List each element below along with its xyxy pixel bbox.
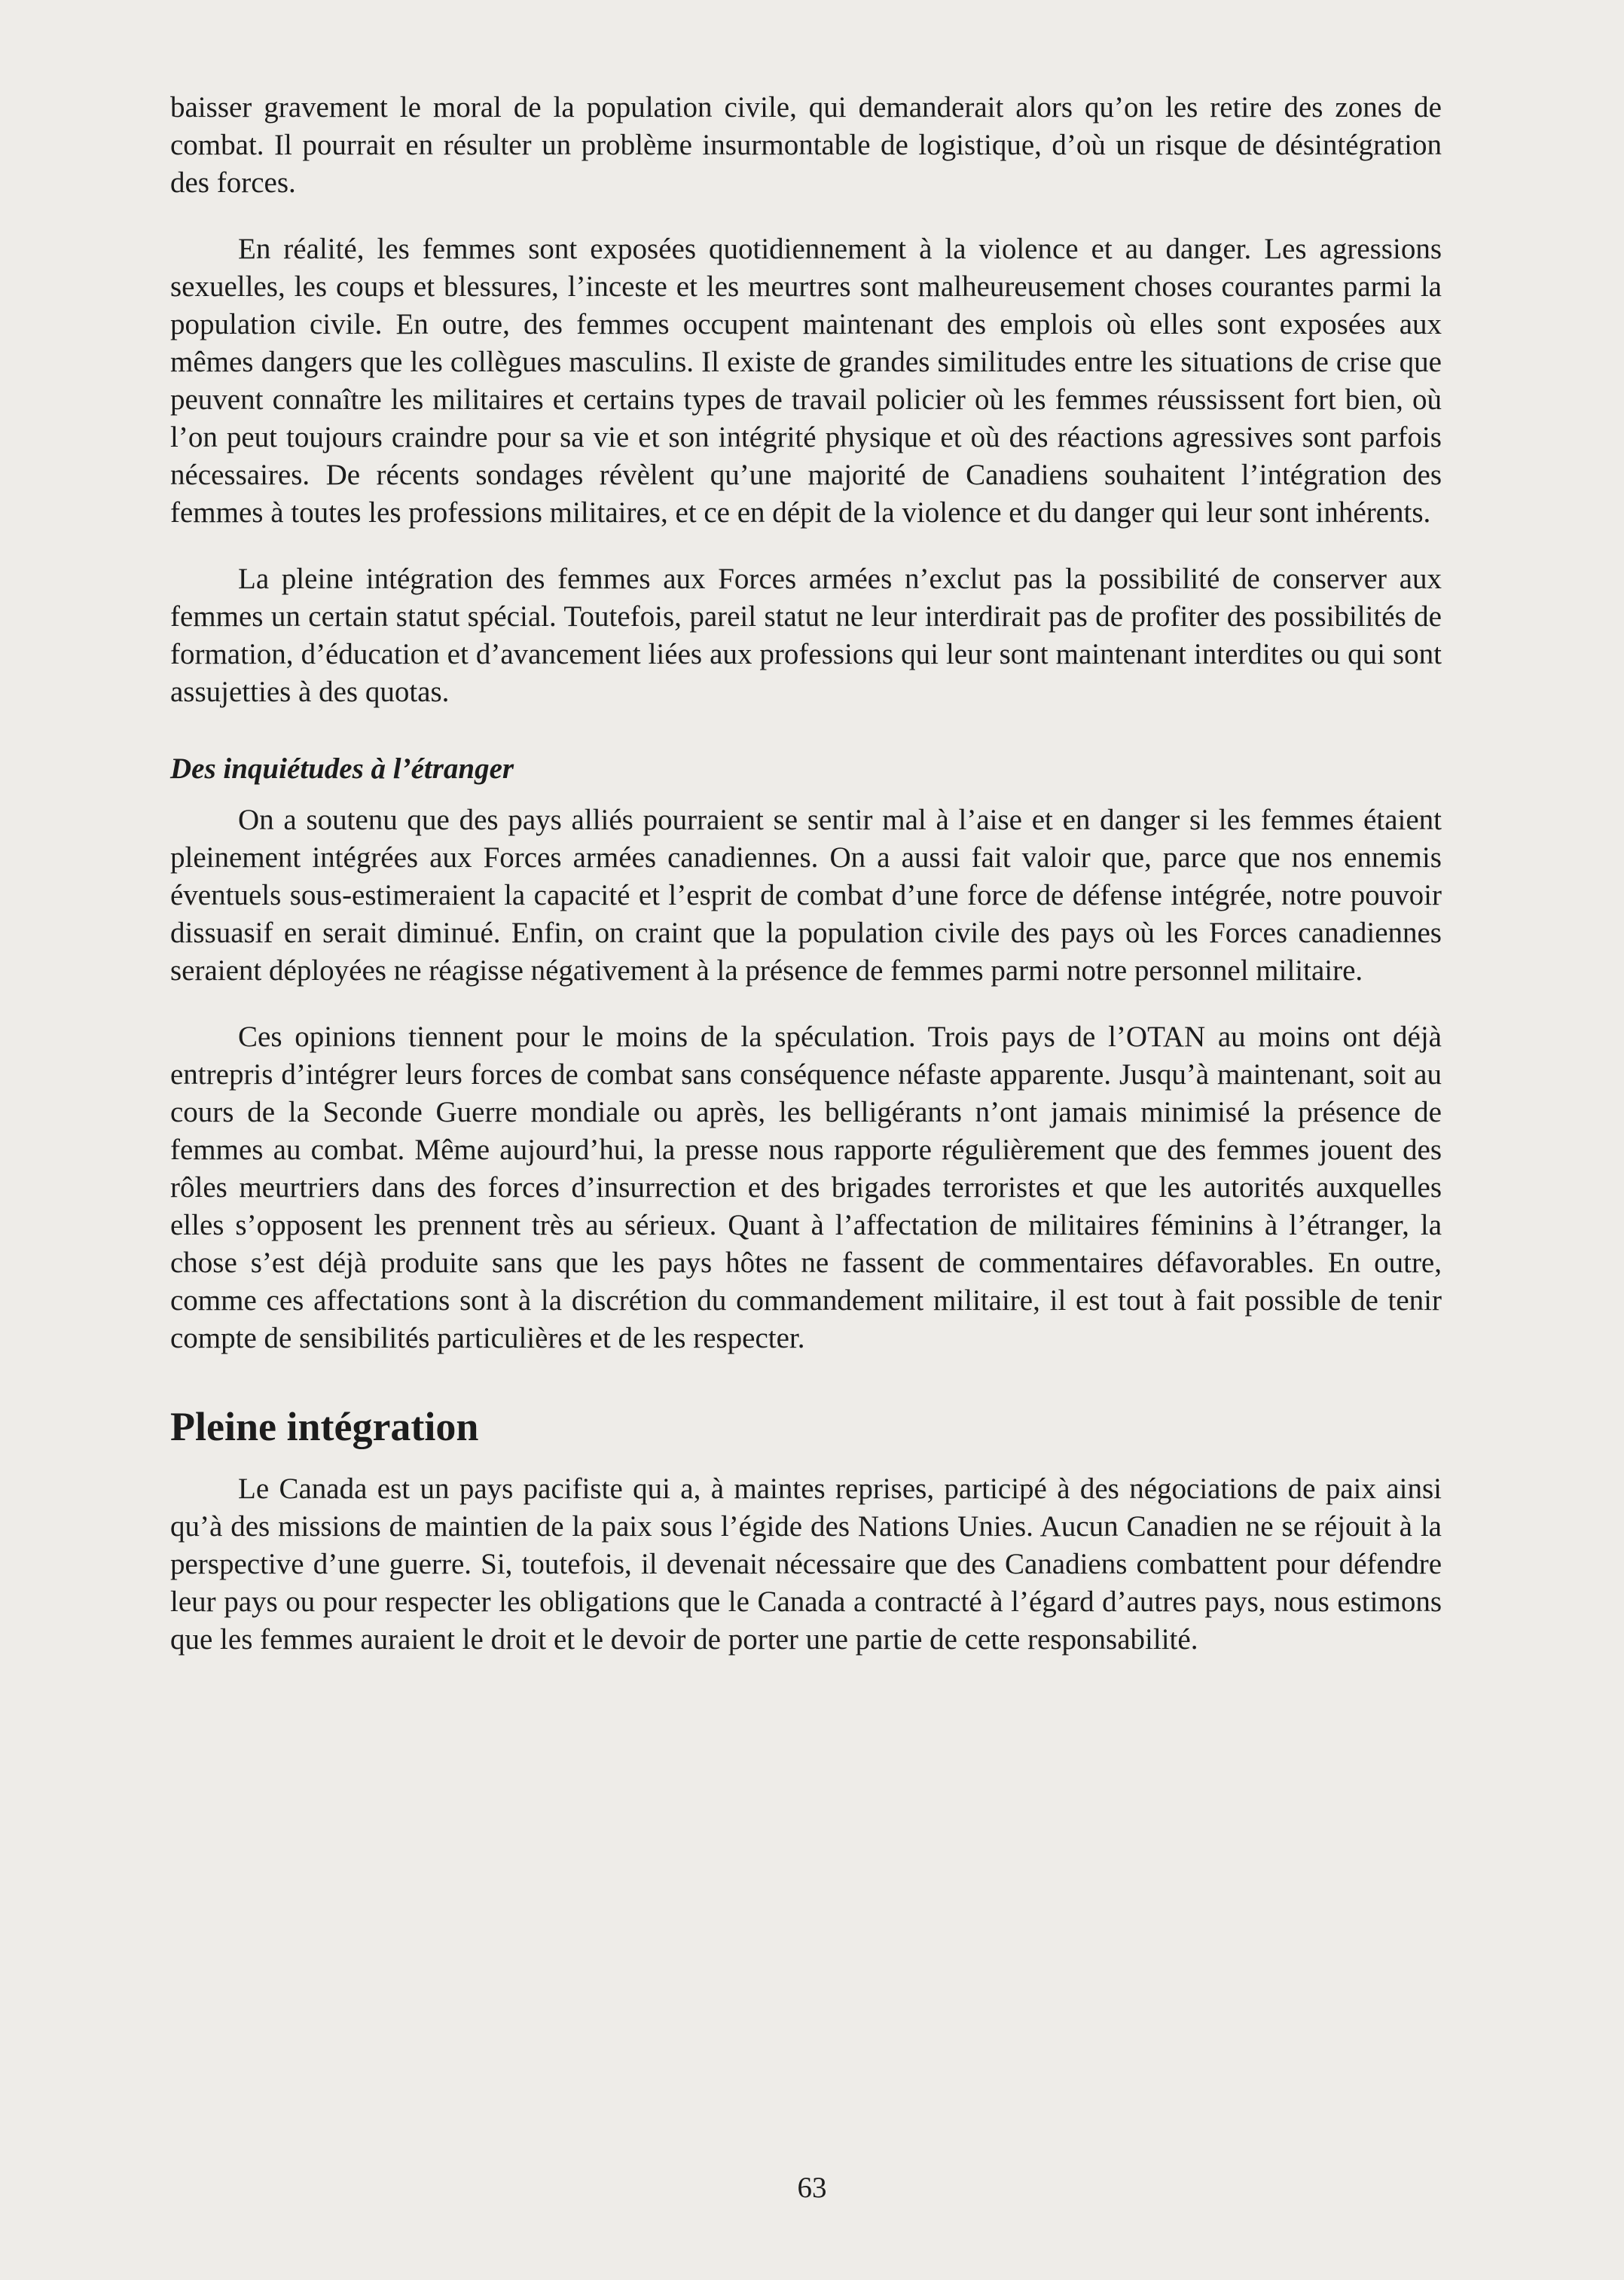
paragraph-special-status: La pleine intégration des femmes aux Forces armées n’exclut pas la possibilité de conserver aux femmes un certain statut spécial. Toutefois, pareil statut ne leur interdirait pas de profiter des possibilités de formation, d’éducation et d’avancement liées aux professions qui leur sont maintenant interdites ou qui sont assujetties à des quotas. [170, 563, 1442, 708]
paragraph-speculation: Ces opinions tiennent pour le moins de la spéculation. Trois pays de l’OTAN au moins ont déjà entrepris d’intégrer leurs forces de combat sans conséquence néfaste apparente. Jusqu’à maintenant, soit au cours de la Seconde Guerre mondiale ou après, les belligérants n’ont jamais minimisé la présence de femmes au combat. Même aujourd’hui, la presse nous rapporte régulièrement que des femmes jouent des rôles meurtriers dans des forces d’insurrection et des brigades terroristes et que les autorités auxquelles elles s’opposent les prennent très au sérieux. Quant à l’affectation de militaires féminins à l’étranger, la chose s’est déjà produite sans que les pays hôtes ne fassent de commentaires défavorables. En outre, comme ces affectations sont à la discrétion du commandement militaire, il est tout à fait possible de tenir compte de sensibilités particulières et de les respecter. [170, 1021, 1442, 1354]
page-body [170, 89, 1442, 1659]
paragraph-allied-concerns: On a soutenu que des pays alliés pourraient se sentir mal à l’aise et en danger si les femmes étaient pleinement intégrées aux Forces armées canadiennes. On a aussi fait valoir que, parce que nos ennemis éventuels sous-estimeraient la capacité et l’esprit de combat d’une force de défense intégrée, notre pouvoir dissuasif en serait diminué. Enfin, on craint que la population civile des pays où les Forces canadiennes seraient déployées ne réagisse négativement à la présence de femmes parmi notre personnel militaire. [170, 804, 1442, 987]
paragraph-violence-danger: En réalité, les femmes sont exposées quotidiennement à la violence et au danger. Les agressions sexuelles, les coups et blessures, l’inceste et les meurtres sont malheureusement choses courantes parmi la population civile. En outre, des femmes occupent maintenant des emplois où elles sont exposées aux mêmes dangers que les collègues masculins. Il existe de grandes similitudes entre les situations de crise que peuvent connaître les militaires et certains types de travail policier où les femmes réussissent fort bien, où l’on peut toujours craindre pour sa vie et son intégrité physique et où des réactions agressives sont parfois nécessaires. De récents sondages révèlent qu’une majorité de Canadiens souhaitent l’intégration des femmes à toutes les professions militaires, et ce en dépit de la violence et du danger qui leur sont inhérents. [170, 233, 1442, 529]
paragraph-continuation: baisser gravement le moral de la population civile, qui demanderait alors qu’on les retire des zones de combat. Il pourrait en résulter un problème insurmontable de logistique, d’où un risque de désintégration des forces. [170, 91, 1442, 199]
section-heading: Pleine intégration [170, 1404, 479, 1449]
paragraph-full-integration: Le Canada est un pays pacifiste qui a, à maintes reprises, participé à des négociations de paix ainsi qu’à des missions de maintien de la paix sous l’égide des Nations Unies. Aucun Canadien ne se réjouit à la perspective d’une guerre. Si, toutefois, il devenait nécessaire que des Canadiens combattent pour défendre leur pays ou pour respecter les obligations que le Canada a contracté à l’égard d’autres pays, nous estimons que les femmes auraient le droit et le devoir de porter une partie de cette responsabilité. [170, 1473, 1442, 1656]
page-number: 63 [797, 2172, 827, 2204]
section-subheading: Des inquiétudes à l’étranger [170, 752, 514, 785]
